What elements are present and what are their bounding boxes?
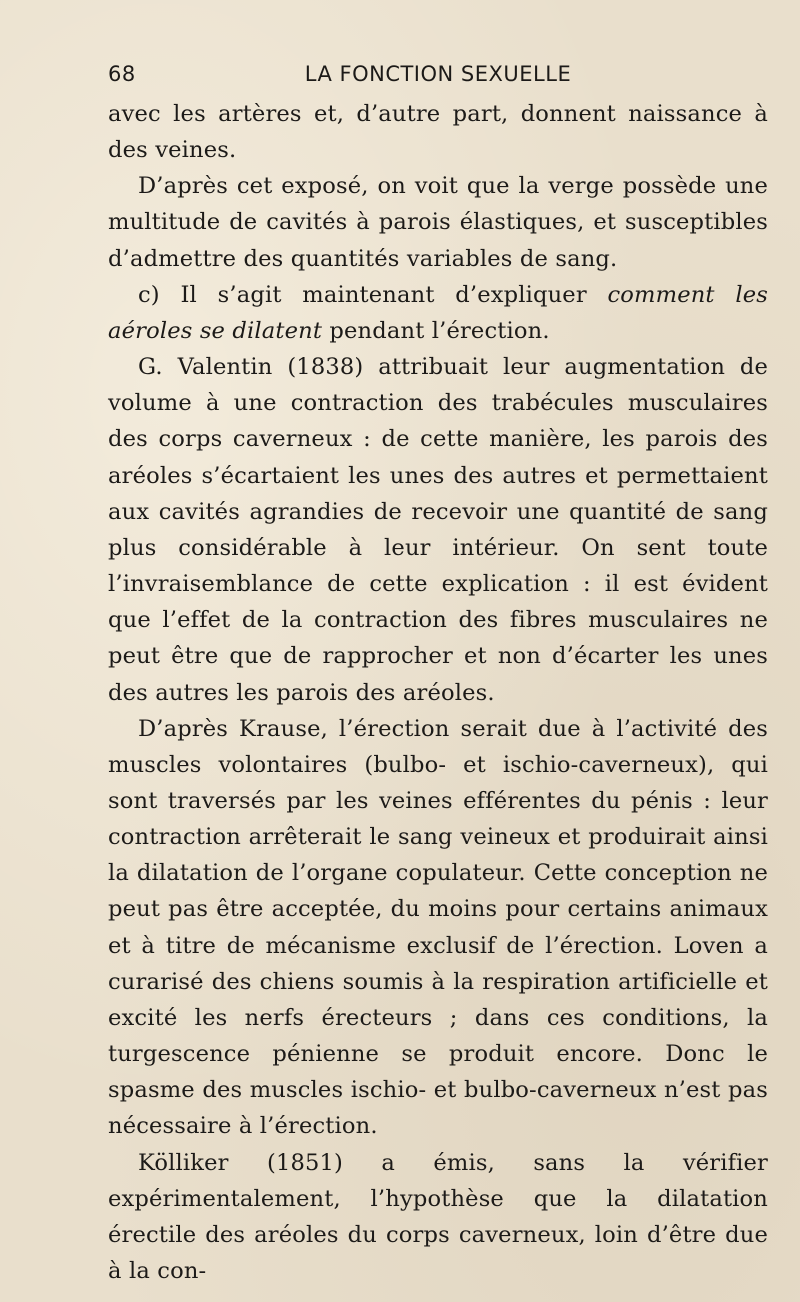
italic-emphasis: comment les aéroles se dilatent xyxy=(108,281,768,344)
paragraph-suffix: pendant l’érection. xyxy=(322,317,550,344)
page-number: 68 xyxy=(108,62,136,86)
running-head: LA FONCTION SEXUELLE xyxy=(304,62,572,86)
paragraph-section-c xyxy=(108,277,768,349)
paragraph-continuation: avec les artères et, d’autre part, donnent naissance à des veines. xyxy=(108,101,768,164)
page-header xyxy=(108,62,768,92)
paragraph-prefix: c) Il s’agit maintenant d’expliquer xyxy=(138,281,608,308)
paragraph: G. Valentin (1838) attribuait leur augmentation de volume à une contraction des trabécules musculaires des corps caverneux : de cette manière, les parois des aréoles s’écartaient les unes des autres et permettaient aux cavités agrandies de recevoir une quantité de sang plus considérable à leur intérieur. On sent toute l’invraisemblance de cette explication : il est évident que l’effet de la contraction des fibres musculaires ne peut être que de rapprocher et non d’écarter les unes des autres les parois des aréoles. xyxy=(108,354,768,706)
paragraph: Kölliker (1851) a émis, sans la vérifier expérimentalement, l’hypothèse que la dilatation érectile des aréoles du corps caverneux, loin d’être due à la con- xyxy=(108,1149,768,1284)
body-text xyxy=(108,96,768,1289)
paragraph: D’après cet exposé, on voit que la verge possède une multitude de cavités à parois élastiques, et susceptibles d’admettre des quantités variables de sang. xyxy=(108,173,768,272)
paragraph: D’après Krause, l’érection serait due à l’activité des muscles volontaires (bulbo- et ischio-caverneux), qui sont traversés par les veines efférentes du pénis : leur contraction arrêterait le sang veineux et produirait ainsi la dilatation de l’organe copulateur. Cette conception ne peut pas être acceptée, du moins pour certains animaux et à titre de mécanisme exclusif de l’érection. Loven a curarisé des chiens soumis à la respiration artificielle et excité les nerfs érecteurs ; dans ces conditions, la turgescence pénienne se produit encore. Donc le spasme des muscles ischio- et bulbo-caverneux n’est pas nécessaire à l’érection. xyxy=(108,715,768,1140)
